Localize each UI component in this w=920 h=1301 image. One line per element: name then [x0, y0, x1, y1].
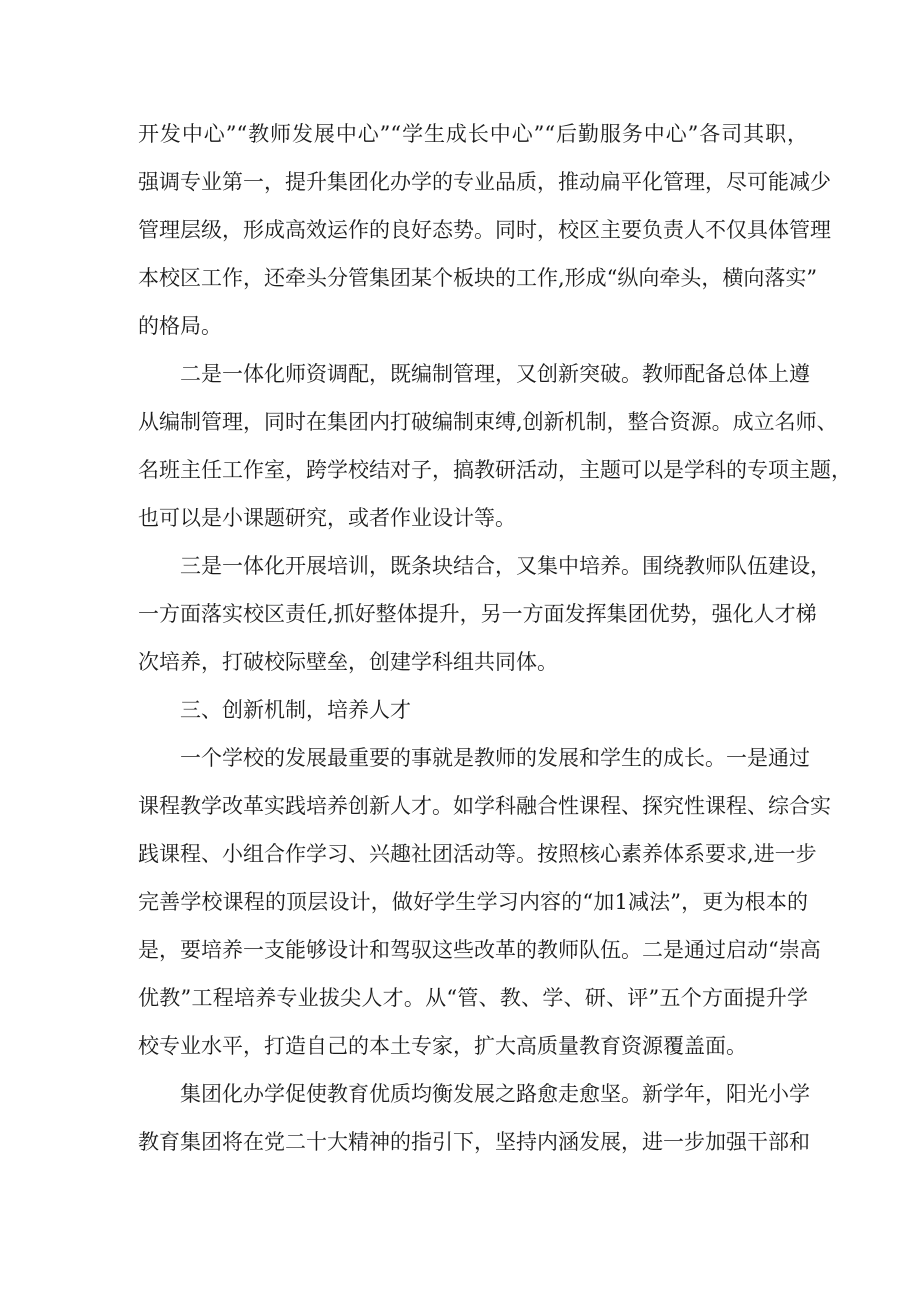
text-line: 践课程、小组合作学习、兴趣社团活动等。按照核心素养体系要求,进一步 — [138, 842, 817, 866]
text-line: 从编制管理，同时在集团内打破编制束缚,创新机制，整合资源。成立名师、 — [138, 410, 838, 434]
text-line: 优教”工程培养专业拔尖人才。从“管、教、学、研、评”五个方面提升学 — [138, 986, 808, 1010]
paragraph-first-line: 集团化办学促使教育优质均衡发展之路愈走愈坚。新学年，阳光小学 — [180, 1082, 810, 1106]
paragraph-first-line: 二是一体化师资调配，既编制管理，又创新突破。教师配备总体上遵 — [180, 362, 810, 386]
text-line: 是，要培养一支能够设计和驾驭这些改革的教师队伍。二是通过启动“崇高 — [138, 938, 821, 962]
text-line: 教育集团将在党二十大精神的指引下，坚持内涵发展，进一步加强干部和 — [138, 1130, 810, 1154]
text-line: 完善学校课程的顶层设计，做好学生学习内容的“加1减法”，更为根本的 — [138, 890, 808, 914]
section-heading: 三、创新机制，培养人才 — [180, 698, 411, 722]
text-line: 名班主任工作室，跨学校结对子，搞教研活动，主题可以是学科的专项主题， — [138, 458, 852, 482]
text-line: 管理层级，形成高效运作的良好态势。同时，校区主要负责人不仅具体管理 — [138, 218, 831, 242]
paragraph-first-line: 一个学校的发展最重要的事就是教师的发展和学生的成长。一是通过 — [180, 746, 810, 770]
text-line: 次培养，打破校际壁垒，创建学科组共同体。 — [138, 650, 558, 674]
text-line: 课程教学改革实践培养创新人才。如学科融合性课程、探究性课程、综合实 — [138, 794, 831, 818]
paragraph-first-line: 三是一体化开展培训，既条块结合，又集中培养。围绕教师队伍建设， — [180, 554, 831, 578]
text-line: 也可以是小课题研究，或者作业设计等。 — [138, 506, 516, 530]
text-line: 校专业水平，打造自己的本土专家，扩大高质量教育资源覆盖面。 — [138, 1034, 747, 1058]
text-line: 一方面落实校区责任,抓好整体提升，另一方面发挥集团优势，强化人才梯 — [138, 602, 817, 626]
text-line: 开发中心”“教师发展中心”“学生成长中心”“后勤服务中心”各司其职， — [138, 122, 808, 146]
text-line: 强调专业第一，提升集团化办学的专业品质，推动扁平化管理，尽可能减少 — [138, 170, 831, 194]
text-line: 的格局。 — [138, 314, 222, 338]
text-line: 本校区工作，还牵头分管集团某个板块的工作,形成“纵向牵头，横向落实” — [138, 266, 818, 290]
